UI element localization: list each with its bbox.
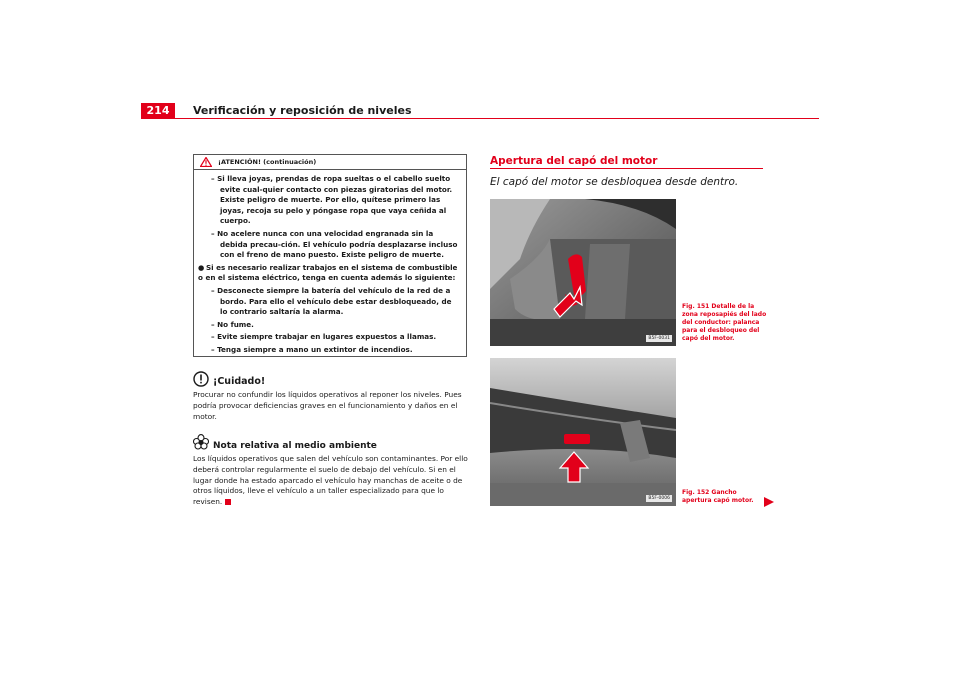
figure-code: B5F-0031	[648, 336, 670, 341]
section-subtitle: El capó del motor se desbloquea desde dentro.	[490, 176, 739, 188]
figure-code: B5F-0006	[648, 496, 670, 501]
figure-151	[490, 199, 676, 346]
section-title: Apertura del capó del motor	[490, 155, 658, 167]
warning-item: – No acelere nunca con una velocidad engranada sin la debida precau-ción. El vehículo podría desplazarse incluso con el freno de mano puesto. Existe peligro de muerte.	[211, 228, 458, 260]
next-page-arrow-icon	[764, 497, 774, 507]
warning-bullet-item: ● Si es necesario realizar trabajos en el sistema de combustible o en el sistema eléctrico, tenga en cuenta además lo siguiente:	[198, 262, 458, 283]
caution-heading: ¡Cuidado!	[213, 376, 266, 387]
environment-text: Los líquidos operativos que salen del vehículo son contaminantes. Por ello deberá controlar regularmente el suelo de debajo del vehículo. Si en el lugar donde ha estado aparcado el vehículo hay manchas de aceite o de otros líquidos, lleve el vehículo a un taller especializado para que lo revisen.	[193, 454, 468, 507]
running-title: Verificación y reposición de niveles	[193, 104, 412, 117]
warning-heading-bar	[194, 155, 466, 170]
header-rule	[141, 118, 819, 119]
warning-box	[193, 154, 467, 357]
warning-item: – No fume.	[211, 319, 254, 329]
figure-caption: Fig. 151 Detalle de la zona reposapiés del lado del conductor: palanca para el desbloqueo del capó del motor.	[682, 303, 767, 342]
page-number: 214	[141, 103, 175, 119]
section-rule	[490, 168, 763, 169]
end-of-section-icon	[225, 499, 231, 505]
figure-caption: Fig. 152 Gancho apertura capó motor.	[682, 489, 754, 504]
warning-item: – Desconecte siempre la batería del vehículo de la red de a bordo. Para ello el vehículo debe estar desbloqueado, de lo contrario saltaría la alarma.	[211, 285, 452, 317]
caution-text: Procurar no confundir los líquidos operativos al reponer los niveles. Pues podría provocar deficiencias graves en el funcionamiento y daños en el motor.	[193, 390, 462, 421]
warning-heading: ¡ATENCIÓN! (continuación)	[218, 158, 317, 166]
warning-triangle-icon	[200, 157, 212, 167]
figure-152	[490, 358, 676, 506]
environment-heading: Nota relativa al medio ambiente	[213, 441, 377, 451]
warning-item: – Si lleva joyas, prendas de ropa sueltas o el cabello suelto evite cual-quier contacto con piezas giratorias del motor. Existe peligro de muerte. Por ello, quítese primero las joyas, recoja su pelo y póngase ropa que vaya ceñida al cuerpo.	[211, 174, 453, 226]
warning-item: – Tenga siempre a mano un extintor de incendios.	[211, 344, 413, 354]
hood-release-lever-photo	[490, 199, 676, 346]
hood-hook-photo	[490, 358, 676, 506]
warning-item: – Evite siempre trabajar en lugares expuestos a llamas.	[211, 332, 437, 342]
warning-body	[194, 170, 466, 356]
